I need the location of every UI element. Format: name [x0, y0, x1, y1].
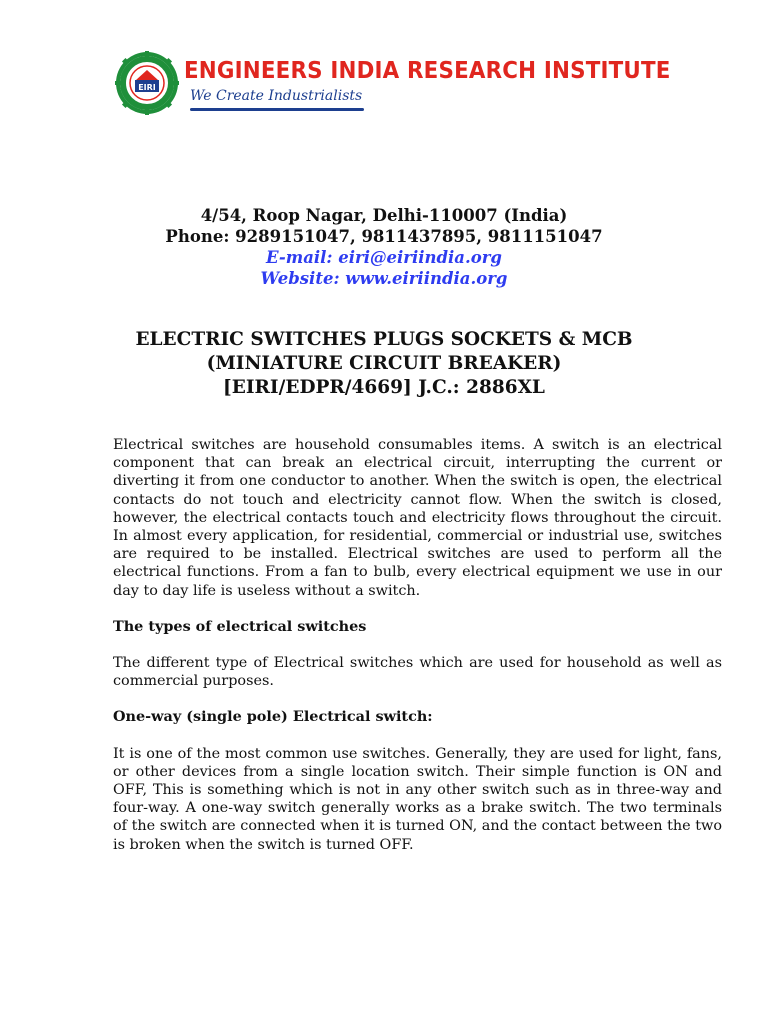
contact-block — [0, 205, 768, 289]
website-link[interactable]: Website: www.eiriindia.org — [260, 269, 508, 288]
heading-types: The types of electrical switches — [113, 617, 367, 635]
email-link[interactable]: E-mail: eiri@eiriindia.org — [266, 248, 502, 267]
document-title — [0, 328, 768, 400]
title-line-2: (MINIATURE CIRCUIT BREAKER) — [206, 353, 562, 374]
one-way-paragraph: It is one of the most common use switches. Generally, they are used for light, fans, or other devices from a single location switch. Their simple function is ON and OFF, This is something which is not in any other switch such as in three-way and four-way. A one-way switch generally works as a brake switch. The two terminals of the switch are connected when it is turned ON, and the contact between the two is broken when the switch is turned OFF. — [113, 745, 722, 853]
brand-name: ENGINEERS INDIA RESEARCH INSTITUTE — [184, 58, 671, 84]
tagline-underline — [190, 108, 364, 111]
intro-paragraph: Electrical switches are household consumables items. A switch is an electrical component that can break an electrical circuit, interrupting the current or diverting it from one conductor to another. When the switch is open, the electrical contacts do not touch and electricity cannot flow. When the switch is closed, however, the electrical contacts touch and electricity flows throughout the circuit. In almost every application, for residential, commercial or industrial use, switches are required to be installed. Electrical switches are used to perform all the electrical functions. From a fan to bulb, every electrical equipment we use in our day to day life is useless without a switch. — [113, 437, 722, 599]
eiri-logo — [114, 50, 180, 116]
types-paragraph: The different type of Electrical switches which are used for household as well as commercial purposes. — [113, 655, 722, 690]
address: 4/54, Roop Nagar, Delhi-110007 (India) — [200, 206, 568, 225]
title-line-3: [EIRI/EDPR/4669] J.C.: 2886XL — [223, 377, 545, 398]
letterhead — [114, 48, 671, 120]
document-body — [113, 436, 722, 854]
heading-one-way: One-way (single pole) Electrical switch: — [113, 708, 433, 726]
title-line-1: ELECTRIC SWITCHES PLUGS SOCKETS & MCB — [135, 329, 633, 350]
brand-tagline: We Create Industrialists — [190, 88, 363, 104]
phone: Phone: 9289151047, 9811437895, 9811151047 — [165, 227, 603, 246]
logo-text: EIRI — [138, 83, 156, 92]
